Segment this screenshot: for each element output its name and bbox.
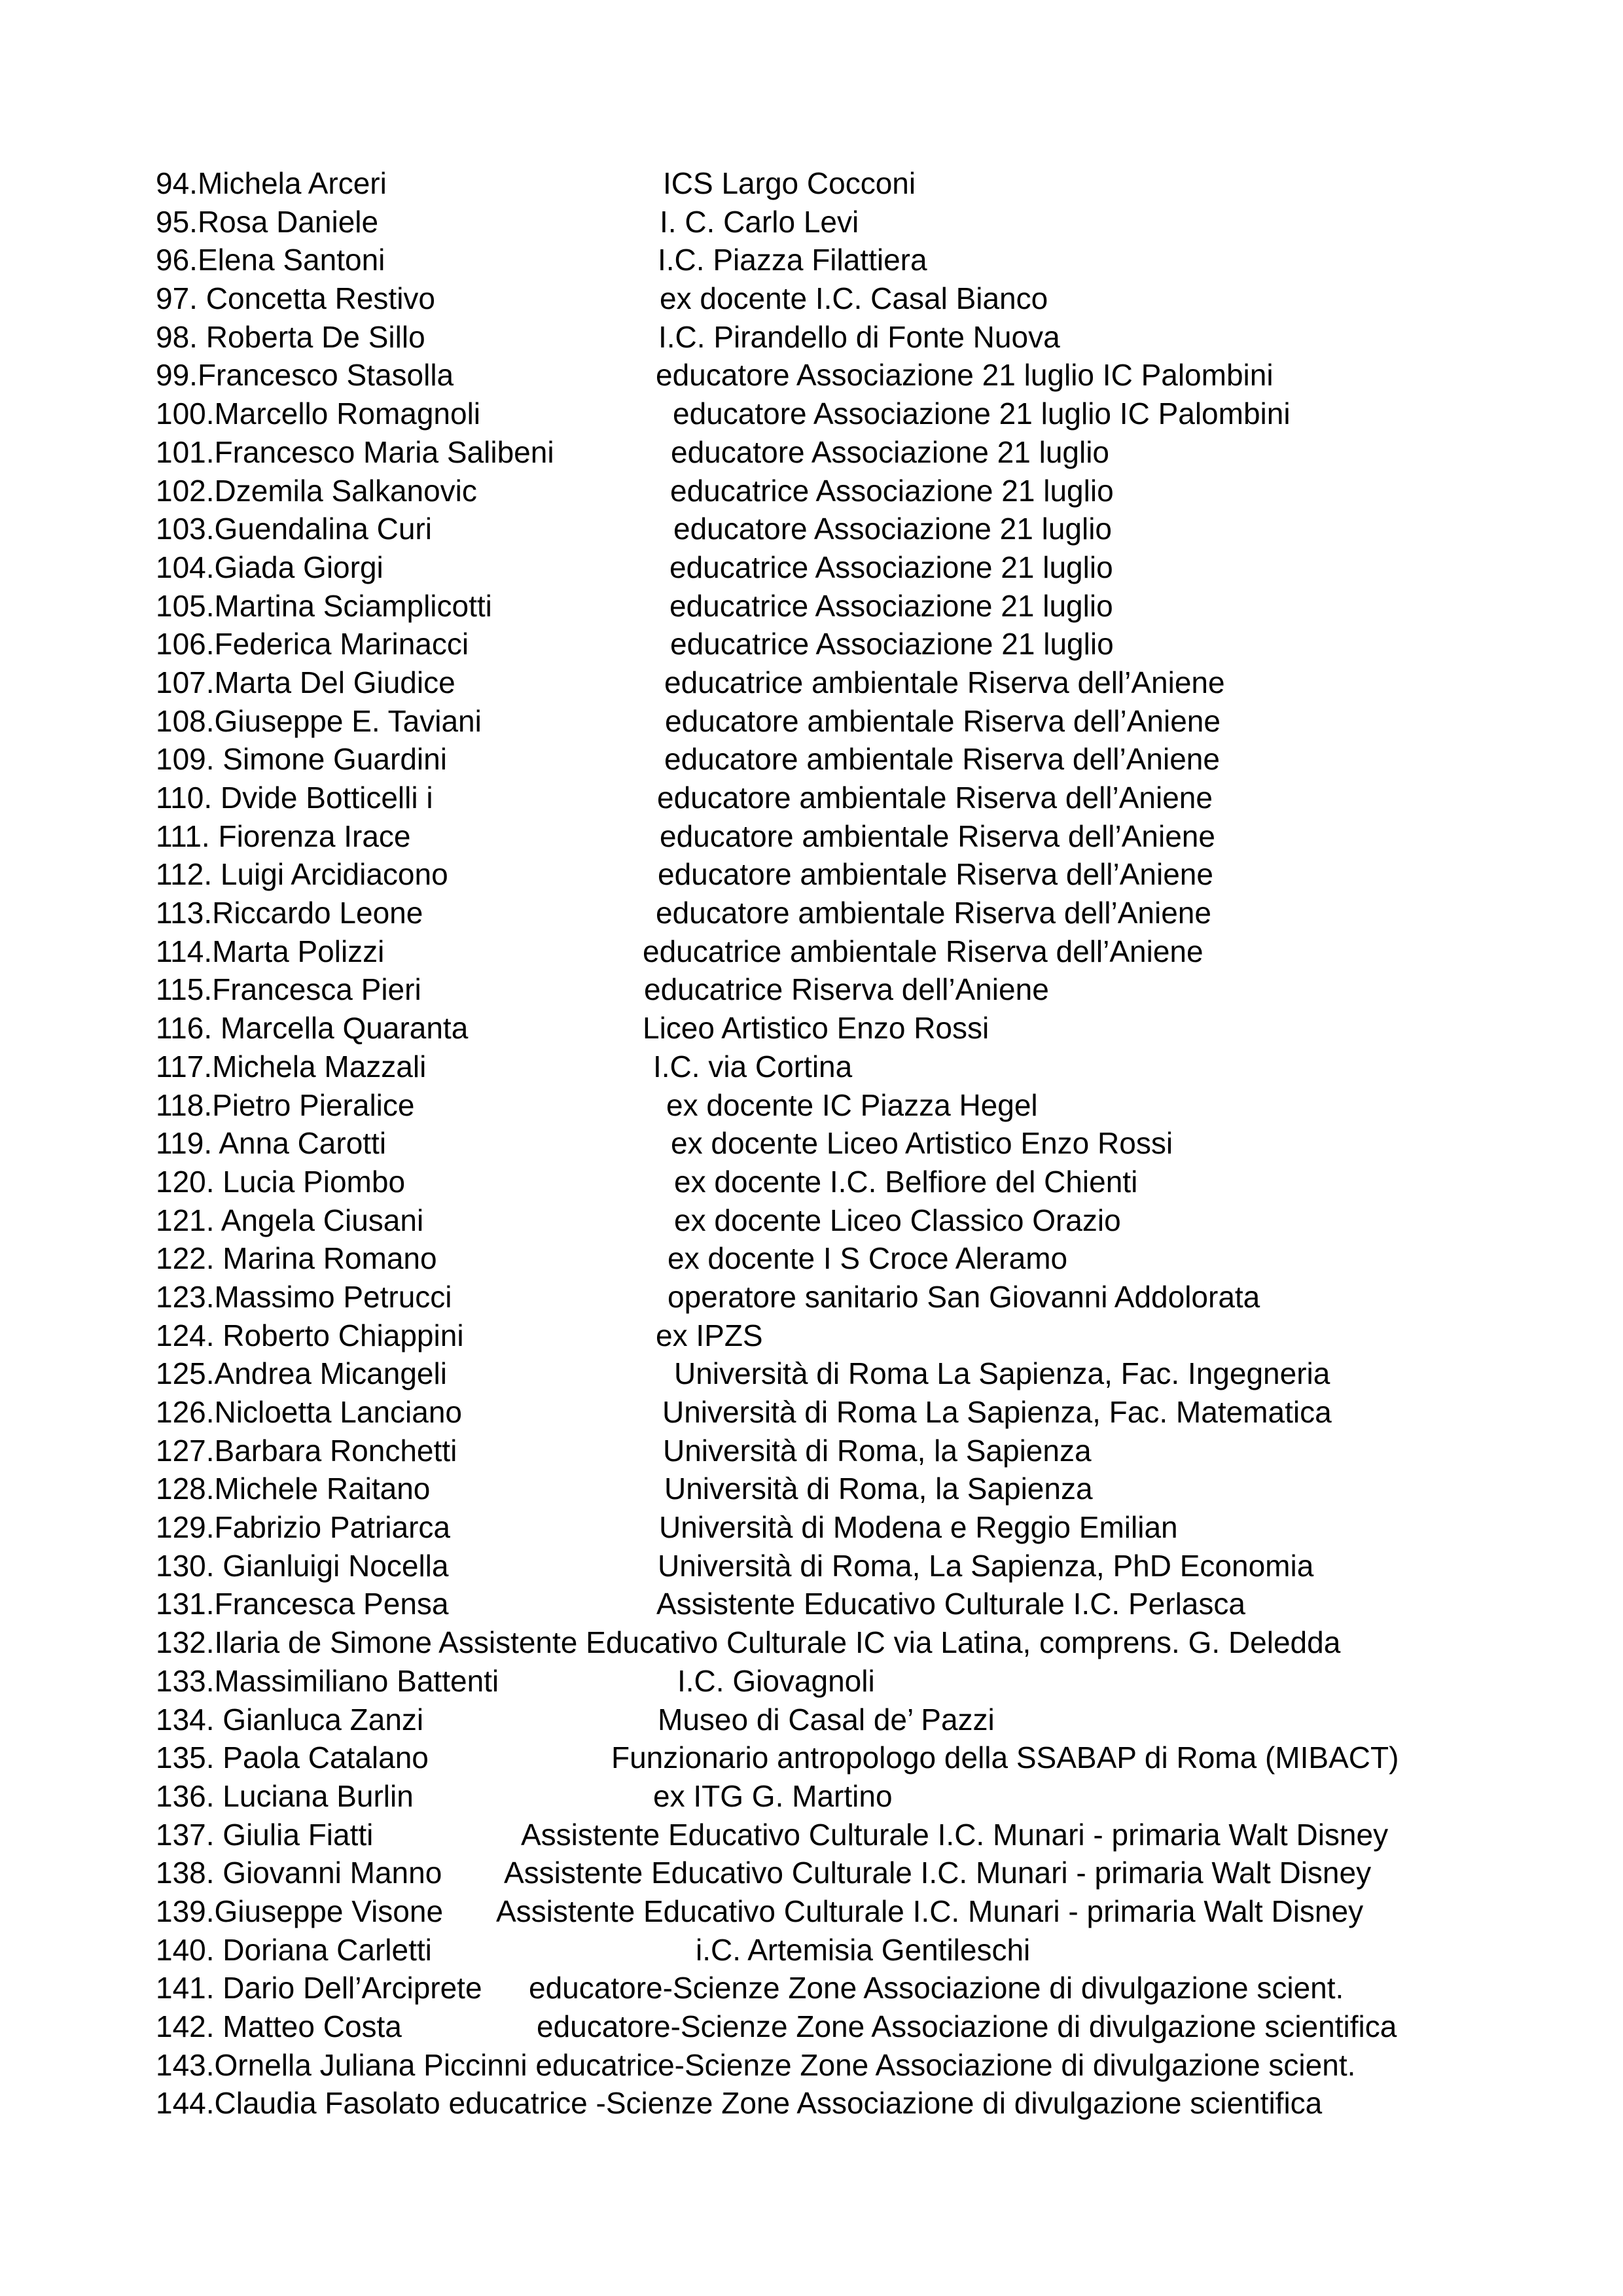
list-item	[156, 740, 1504, 779]
entry-affiliation: educatore Associazione 21 luglio	[671, 434, 1110, 469]
list-item	[156, 1316, 1504, 1355]
list-item	[156, 1086, 1504, 1125]
entry-name: 112. Luigi Arcidiacono	[156, 857, 448, 892]
entry-affiliation: Museo di Casal de’ Pazzi	[658, 1702, 995, 1737]
list-item	[156, 395, 1504, 433]
entry-affiliation: operatore sanitario San Giovanni Addolorata	[668, 1279, 1260, 1314]
entry-name: 117.Michela Mazzali	[156, 1049, 427, 1084]
entry-line: 144.Claudia Fasolato educatrice -Scienze Zone Associazione di divulgazione scientifica	[156, 2086, 1323, 2121]
entry-name: 136. Luciana Burlin	[156, 1778, 414, 1813]
list-item	[156, 1854, 1504, 1892]
entry-name: 137. Giulia Fiatti	[156, 1817, 374, 1852]
entry-name: 141. Dario Dell’Arciprete	[156, 1971, 482, 2005]
entry-name: 135. Paola Catalano	[156, 1740, 429, 1775]
list-item	[156, 1048, 1504, 1086]
entry-affiliation: ICS Largo Cocconi	[663, 166, 916, 200]
entry-affiliation: Università di Roma, La Sapienza, PhD Economia	[658, 1548, 1314, 1583]
entry-affiliation: ex docente IC Piazza Hegel	[666, 1087, 1038, 1122]
entry-affiliation: educatrice ambientale Riserva dell’Aniene	[643, 934, 1204, 968]
list-item	[156, 932, 1504, 971]
entry-affiliation: Assistente Educativo Culturale I.C. Munari - primaria Walt Disney	[504, 1856, 1372, 1890]
entry-name: 139.Giuseppe Visone	[156, 1894, 444, 1928]
list-item	[156, 1662, 1504, 1701]
list-item	[156, 1432, 1504, 1470]
list-item	[156, 970, 1504, 1009]
entry-affiliation: ex ITG G. Martino	[653, 1778, 893, 1813]
entry-name: 111. Fiorenza Irace	[156, 819, 411, 853]
list-item	[156, 356, 1504, 395]
entry-affiliation: Università di Roma, la Sapienza	[663, 1433, 1092, 1468]
list-item	[156, 1009, 1504, 1048]
list-item	[156, 164, 1504, 203]
list-item	[156, 1777, 1504, 1816]
entry-name: 99.Francesco Stasolla	[156, 358, 454, 393]
entry-affiliation: educatore ambientale Riserva dell’Aniene	[660, 819, 1215, 853]
entry-name: 97. Concetta Restivo	[156, 281, 436, 316]
entry-name: 106.Federica Marinacci	[156, 627, 469, 662]
entry-name: 95.Rosa Daniele	[156, 204, 379, 239]
list-item	[156, 433, 1504, 472]
entry-name: 104.Giada Giorgi	[156, 550, 383, 584]
entry-name: 133.Massimiliano Battenti	[156, 1663, 499, 1698]
list-item	[156, 1393, 1504, 1432]
entry-name: 94.Michela Arceri	[156, 166, 387, 200]
entry-affiliation: I.C. Giovagnoli	[677, 1663, 875, 1698]
list-item	[156, 1816, 1504, 1854]
entry-name: 110. Dvide Botticelli i	[156, 781, 433, 815]
list-item	[156, 1354, 1504, 1393]
list-item	[156, 203, 1504, 241]
list-item	[156, 279, 1504, 318]
entry-affiliation: ex docente I.C. Belfiore del Chienti	[674, 1164, 1138, 1199]
entry-name: 130. Gianluigi Nocella	[156, 1548, 449, 1583]
entry-affiliation: Università di Roma, la Sapienza	[664, 1472, 1093, 1506]
entry-name: 109. Simone Guardini	[156, 742, 447, 777]
entry-affiliation: educatore-Scienze Zone Associazione di divulgazione scientifica	[537, 2009, 1397, 2043]
list-item	[156, 318, 1504, 357]
entry-line: 132.Ilaria de Simone Assistente Educativo Culturale IC via Latina, comprens. G. Deledda	[156, 1625, 1341, 1660]
entry-name: 107.Marta Del Giudice	[156, 665, 455, 699]
entry-name: 142. Matteo Costa	[156, 2009, 402, 2043]
entry-affiliation: educatrice Associazione 21 luglio	[670, 473, 1114, 508]
list-item	[156, 1278, 1504, 1316]
entry-name: 121. Angela Ciusani	[156, 1203, 424, 1237]
entry-affiliation: Università di Modena e Reggio Emilian	[659, 1510, 1178, 1545]
list-item	[156, 1201, 1504, 1240]
list-item	[156, 1547, 1504, 1585]
list-item	[156, 894, 1504, 932]
entry-affiliation: I. C. Carlo Levi	[660, 204, 859, 239]
entry-name: 131.Francesca Pensa	[156, 1587, 449, 1621]
entry-name: 115.Francesca Pieri	[156, 972, 421, 1007]
list-item	[156, 625, 1504, 663]
list-item	[156, 1969, 1504, 2007]
entry-affiliation: Funzionario antropologo della SSABAP di Roma (MIBACT)	[611, 1740, 1399, 1775]
entry-affiliation: educatore ambientale Riserva dell’Aniene	[658, 857, 1213, 892]
list-item	[156, 1931, 1504, 1969]
list-item	[156, 587, 1504, 626]
list-item	[156, 2046, 1504, 2085]
entry-name: 129.Fabrizio Patriarca	[156, 1510, 450, 1545]
entry-affiliation: educatore Associazione 21 luglio	[673, 512, 1113, 546]
entry-affiliation: Assistente Educativo Culturale I.C. Perlasca	[656, 1587, 1245, 1621]
entry-affiliation: educatrice Riserva dell’Aniene	[644, 972, 1049, 1007]
list-item	[156, 1739, 1504, 1777]
list-item	[156, 2007, 1504, 2046]
list-item	[156, 1239, 1504, 1278]
entry-affiliation: I.C. via Cortina	[653, 1049, 853, 1084]
entry-affiliation: educatore ambientale Riserva dell’Aniene	[657, 781, 1213, 815]
entry-affiliation: I.C. Pirandello di Fonte Nuova	[658, 319, 1060, 354]
entry-affiliation: educatore Associazione 21 luglio IC Palombini	[656, 358, 1274, 393]
entry-line: 143.Ornella Juliana Piccinni educatrice-Scienze Zone Associazione di divulgazione scient.	[156, 2047, 1356, 2082]
entry-name: 138. Giovanni Manno	[156, 1856, 442, 1890]
entry-name: 127.Barbara Ronchetti	[156, 1433, 457, 1468]
entry-name: 119. Anna Carotti	[156, 1126, 387, 1161]
entry-affiliation: educatore ambientale Riserva dell’Aniene	[656, 896, 1211, 930]
entry-affiliation: educatore Associazione 21 luglio IC Palombini	[673, 397, 1291, 431]
list-item	[156, 855, 1504, 894]
entry-affiliation: Università di Roma La Sapienza, Fac. Matematica	[662, 1395, 1332, 1429]
list-item	[156, 2084, 1504, 2123]
list-item	[156, 1508, 1504, 1547]
entry-name: 140. Doriana Carletti	[156, 1932, 432, 1967]
entry-affiliation: Liceo Artistico Enzo Rossi	[643, 1011, 990, 1046]
list-item	[156, 1163, 1504, 1201]
entry-name: 124. Roberto Chiappini	[156, 1318, 464, 1352]
list-item	[156, 817, 1504, 856]
entry-affiliation: ex docente Liceo Artistico Enzo Rossi	[671, 1126, 1173, 1161]
participant-list	[156, 164, 1504, 2123]
entry-affiliation: educatrice Associazione 21 luglio	[669, 588, 1113, 623]
entry-affiliation: educatore ambientale Riserva dell’Aniene	[664, 742, 1220, 777]
entry-affiliation: Assistente Educativo Culturale I.C. Munari - primaria Walt Disney	[496, 1894, 1364, 1928]
entry-name: 113.Riccardo Leone	[156, 896, 423, 930]
entry-name: 100.Marcello Romagnoli	[156, 397, 481, 431]
entry-affiliation: i.C. Artemisia Gentileschi	[696, 1932, 1031, 1967]
list-item	[156, 1892, 1504, 1931]
entry-affiliation: ex IPZS	[656, 1318, 763, 1352]
entry-affiliation: educatrice ambientale Riserva dell’Aniene	[664, 665, 1225, 699]
entry-name: 105.Martina Sciamplicotti	[156, 588, 492, 623]
entry-affiliation: educatrice Associazione 21 luglio	[669, 550, 1113, 584]
entry-name: 134. Gianluca Zanzi	[156, 1702, 424, 1737]
list-item	[156, 510, 1504, 548]
entry-name: 96.Elena Santoni	[156, 243, 385, 277]
entry-name: 98. Roberta De Sillo	[156, 319, 425, 354]
entry-affiliation: ex docente Liceo Classico Orazio	[674, 1203, 1121, 1237]
entry-affiliation: ex docente I S Croce Aleramo	[668, 1241, 1068, 1276]
entry-affiliation: educatrice Associazione 21 luglio	[670, 627, 1114, 662]
entry-affiliation: educatore ambientale Riserva dell’Aniene	[665, 703, 1221, 738]
entry-name: 120. Lucia Piombo	[156, 1164, 406, 1199]
list-item	[156, 779, 1504, 817]
entry-name: 126.Nicloetta Lanciano	[156, 1395, 462, 1429]
entry-affiliation: I.C. Piazza Filattiera	[658, 243, 927, 277]
entry-affiliation: Università di Roma La Sapienza, Fac. Ingegneria	[674, 1356, 1330, 1391]
list-item	[156, 1585, 1504, 1623]
entry-affiliation: educatore-Scienze Zone Associazione di divulgazione scient.	[529, 1971, 1344, 2005]
list-item	[156, 1470, 1504, 1508]
list-item	[156, 472, 1504, 510]
entry-name: 122. Marina Romano	[156, 1241, 437, 1276]
list-item	[156, 1124, 1504, 1163]
entry-name: 114.Marta Polizzi	[156, 934, 385, 968]
entry-name: 103.Guendalina Curi	[156, 512, 432, 546]
entry-name: 118.Pietro Pieralice	[156, 1087, 415, 1122]
entry-name: 101.Francesco Maria Salibeni	[156, 434, 554, 469]
list-item	[156, 548, 1504, 587]
entry-name: 116. Marcella Quaranta	[156, 1011, 469, 1046]
list-item	[156, 241, 1504, 279]
entry-name: 102.Dzemila Salkanovic	[156, 473, 477, 508]
entry-name: 123.Massimo Petrucci	[156, 1279, 452, 1314]
entry-name: 108.Giuseppe E. Taviani	[156, 703, 482, 738]
list-item	[156, 1623, 1504, 1662]
list-item	[156, 702, 1504, 741]
list-item	[156, 1701, 1504, 1739]
entry-name: 125.Andrea Micangeli	[156, 1356, 447, 1391]
entry-name: 128.Michele Raitano	[156, 1472, 431, 1506]
list-item	[156, 663, 1504, 702]
entry-affiliation: ex docente I.C. Casal Bianco	[660, 281, 1048, 316]
entry-affiliation: Assistente Educativo Culturale I.C. Munari - primaria Walt Disney	[521, 1817, 1389, 1852]
